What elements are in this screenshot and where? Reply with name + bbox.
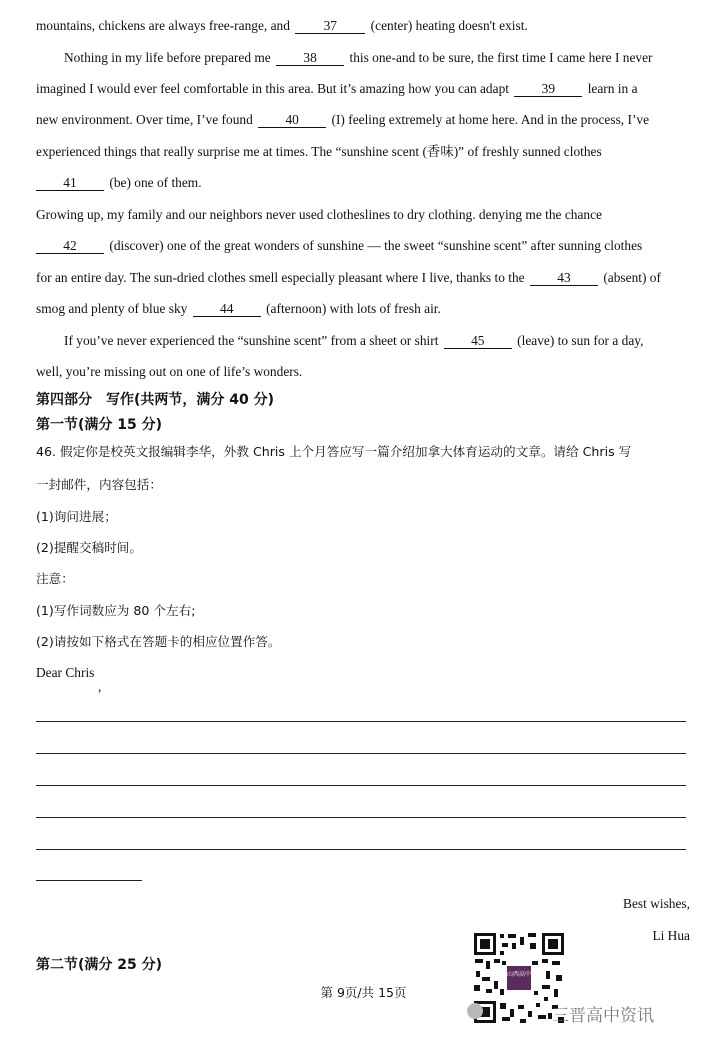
note-item: (2)请按如下格式在答题卡的相应位置作答。 [36,634,281,649]
blank-42: 42 [36,239,104,254]
passage-line: imagined I would ever feel comfortable in this area. But it’s amazing how you can adapt 39 learn in a [36,81,638,96]
blank-41: 41 [36,176,104,191]
passage-line: mountains, chickens are always free-range, and 37 (center) heating doesn't exist. [36,18,528,33]
answer-line-short [36,880,142,881]
passage-line: 42 (discover) one of the great wonders of sunshine — the sweet “sunshine scent” after sunning clothes [36,237,642,255]
passage-line: If you’ve never experienced the “sunshine scent” from a sheet or shirt 45 (leave) to sun for a day, [64,333,644,348]
passage-line: Growing up, my family and our neighbors never used clotheslines to dry clothing. denying me the chance [36,207,602,222]
question-46-line: 46. 假定你是校英文报编辑李华，外教 Chris 上个月答应写一篇介绍加拿大体育运动的文章。请给 Chris 写 [36,444,632,459]
blank-38: 38 [276,51,344,66]
passage-line: well, you’re missing out on one of life’s wonders. [36,364,303,379]
page-number: 第 9页/共 15页 [320,985,407,1000]
passage-line: 41 (be) one of them. [36,174,202,192]
section1-title: 第一节(满分 15 分) [36,417,163,433]
blank-45: 45 [444,334,512,349]
salutation-comma: , [98,679,102,694]
blank-40: 40 [258,113,326,128]
part-title: 第四部分 写作(共两节，满分 40 分) [36,392,275,408]
passage-line: new environment. Over time, I’ve found 40 (I) feeling extremely at home here. And in the process, I’ve [36,112,650,127]
blank-39: 39 [514,82,582,97]
content-point: (1)询问进展； [36,509,117,524]
passage-line: experienced things that really surprise me at times. The “sunshine scent (香味)” of freshly sunned clothes [36,144,602,159]
note-item: (1)写作词数应为 80 个左右; [36,603,196,618]
note-title: 注意： [36,571,74,586]
section2-title: 第二节(满分 25 分) [36,957,163,973]
watermark-text: 三晋高中资讯 [552,1006,654,1026]
blank-43: 43 [530,271,598,286]
closing: Best wishes, [623,896,690,911]
signature: Li Hua [652,928,690,943]
wechat-icon [467,1003,483,1019]
passage-line: for an entire day. The sun-dried clothes smell especially pleasant where I live, thanks to the 43 (absent) of [36,270,661,285]
salutation: Dear Chris [36,665,95,680]
blank-44: 44 [193,302,261,317]
content-point: (2)提醒交稿时间。 [36,540,142,555]
qr-center-label: 山西高中 [506,971,532,978]
passage-line: smog and plenty of blue sky 44 (afternoon) with lots of fresh air. [36,301,441,316]
answer-line [36,753,686,754]
answer-line [36,785,686,786]
answer-line [36,849,686,850]
blank-37: 37 [295,19,365,34]
answer-line [36,721,686,722]
passage-line: Nothing in my life before prepared me 38 this one-and to be sure, the first time I came here I never [64,50,653,65]
question-46-line: 一封邮件，内容包括： [36,477,162,492]
answer-line [36,817,686,818]
